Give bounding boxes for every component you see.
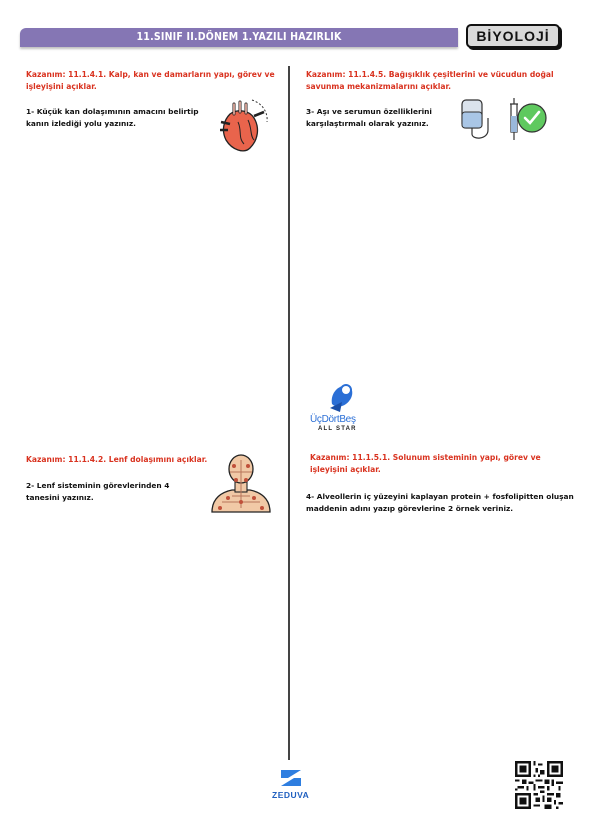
question-1: 1- Küçük kan dolaşımının amacını belirtip kanın izlediği yolu yazınız. [26, 107, 199, 128]
zeduva-logo-icon [280, 768, 302, 788]
qr-code-icon [515, 761, 563, 809]
center-logo-sub: ALL STAR [318, 426, 357, 432]
kazanim-3: Kazanım: 11.1.4.5. Bağışıklık çeşitlerini ve vücudun doğal savunma mekanizmalarını açıklar. [306, 70, 554, 91]
question-3: 3- Aşı ve serumun özelliklerini karşılaştırmalı olarak yazınız. [306, 107, 432, 128]
question-2: 2- Lenf sisteminin görevlerinden 4 tanesini yazınız. [26, 481, 170, 502]
iv-syringe-icon [458, 96, 552, 140]
ucdortbes-logo-icon [326, 380, 356, 414]
footer-brand: ZEDUVA [272, 790, 310, 800]
question-4: 4- Alveollerin iç yüzeyini kaplayan protein + fosfolipitten oluşan maddenin adını yazıp görevlerine 2 örnek veriniz. [306, 492, 574, 513]
header-bar [20, 28, 458, 47]
subject-badge: BİYOLOJİ [466, 24, 560, 48]
column-divider [288, 66, 290, 760]
center-logo-name: ÜçDörtBeş [310, 414, 356, 425]
kazanim-2: Kazanım: 11.1.4.2. Lenf dolaşımını açıklar. [26, 455, 208, 464]
heart-icon [214, 98, 270, 156]
lymph-body-icon [210, 452, 272, 514]
page-title: 11.SINIF II.DÖNEM 1.YAZILI HAZIRLIK [136, 31, 342, 43]
kazanim-1: Kazanım: 11.1.4.1. Kalp, kan ve damarların yapı, görev ve işleyişini açıklar. [26, 70, 275, 91]
kazanim-4: Kazanım: 11.1.5.1. Solunum sisteminin yapı, görev ve işleyişini açıklar. [310, 453, 541, 474]
